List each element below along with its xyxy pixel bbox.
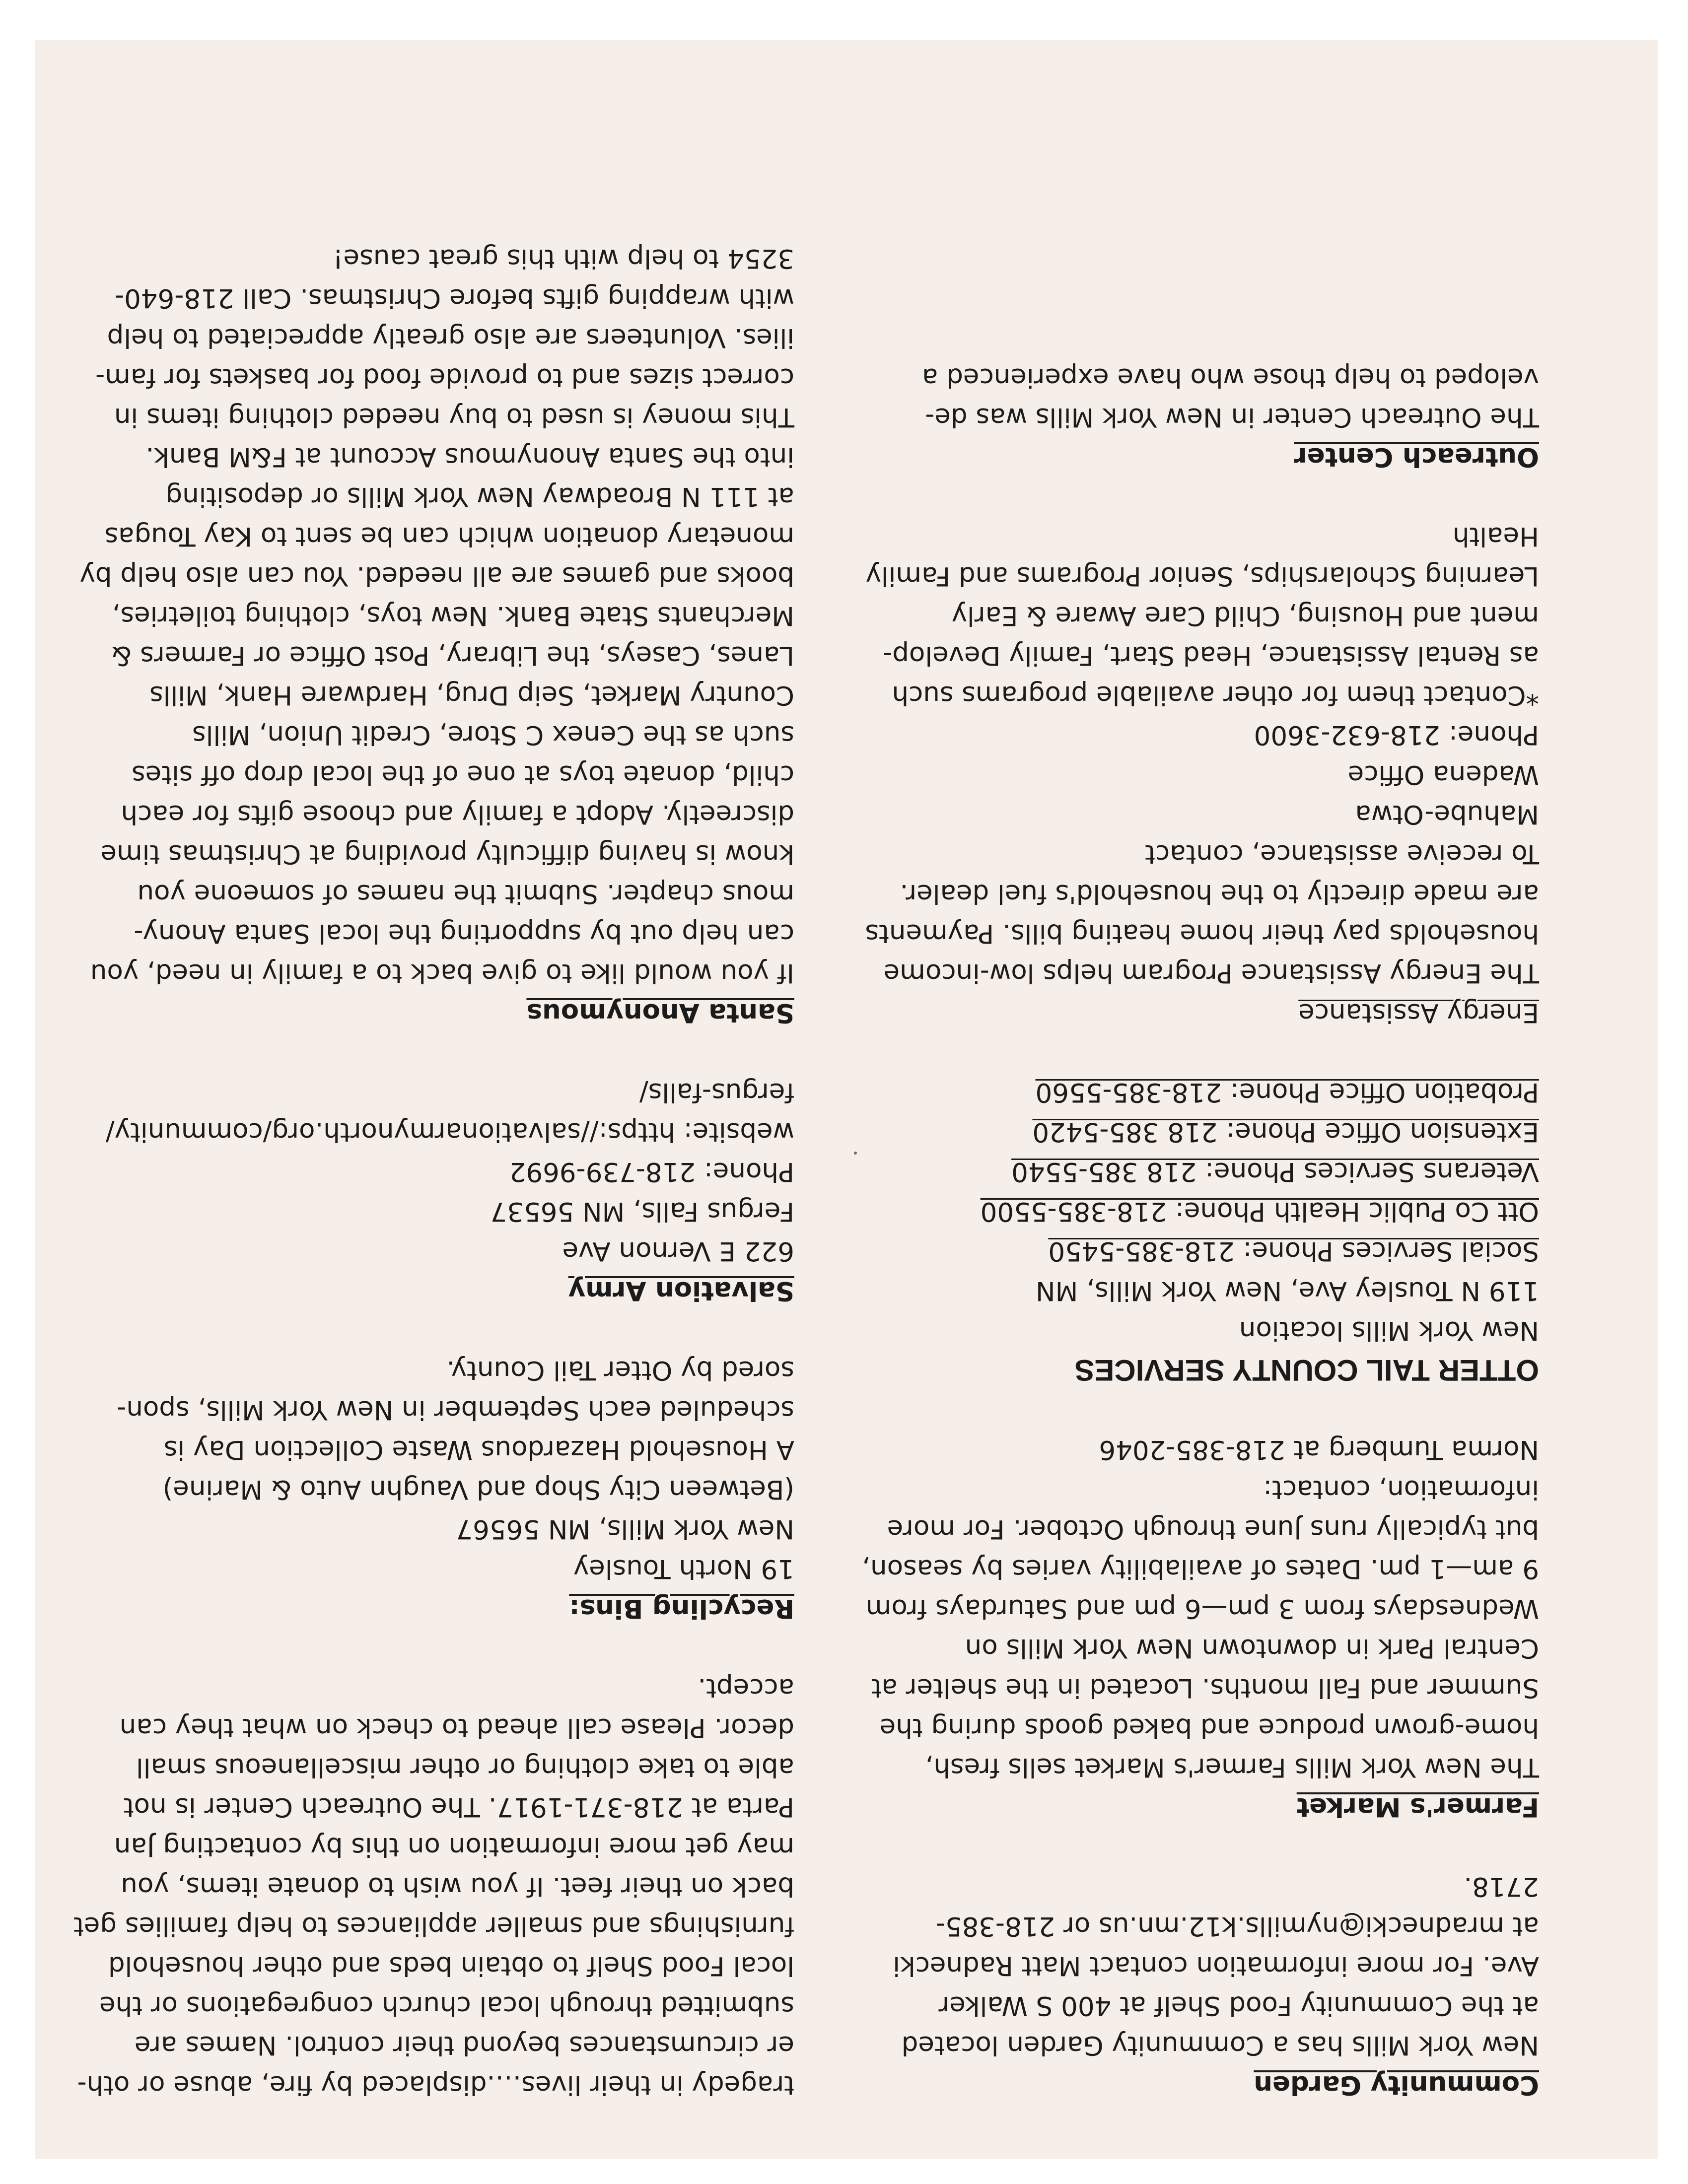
text-line: Fergus Falls, MN 56537 xyxy=(490,1196,794,1227)
otter-tail-heading: OTTER TAIL COUNTY SERVICES xyxy=(1074,1354,1539,1387)
otter-tail-section xyxy=(899,1072,1539,1390)
text-line: may get more information on this by contacting Jan xyxy=(114,1832,794,1862)
text-line: The Outreach Center in New York Mills was de- xyxy=(925,402,1539,432)
text-line: Wednesdays from 3 pm—6 pm and Saturdays from xyxy=(865,1593,1539,1624)
page-content-rotated xyxy=(35,40,1658,2159)
text-line: discreetly. Adopt a family and choose gifts for each xyxy=(121,799,794,829)
text-line: at 111 N Broadway New York Mills or depositing xyxy=(165,481,794,512)
text-line: Merchants State Bank. New toys, clothing toiletries, xyxy=(112,601,794,631)
santa-anonymous-section xyxy=(79,238,794,1032)
text-line: back on their feet. If you wish to donate items, you xyxy=(121,1871,794,1902)
text-line: The New York Mills Farmer's Market sells fresh, xyxy=(925,1752,1539,1782)
text-line: Mahube-Otwa xyxy=(1355,799,1539,829)
text-line: Ave. For more information contact Matt Radnecki xyxy=(893,1951,1539,1981)
text-line: furnishings and smaller appliances to help families get xyxy=(73,1911,794,1941)
text-line: into the Santa Anonymous Account at F&M Bank. xyxy=(145,442,794,472)
salvation-army-section xyxy=(105,1072,794,1310)
text-line: Country Market, Seip Drug, Hardware Hank, Mills xyxy=(149,680,794,710)
energy-assistance-section xyxy=(865,516,1539,1032)
left-column xyxy=(862,318,1539,2105)
text-line: decor. Please call ahead to check on what they can xyxy=(119,1712,794,1743)
text-line: fergus-falls/ xyxy=(639,1077,794,1107)
text-line: Central Park in downtown New York Mills on xyxy=(965,1633,1539,1663)
text-line: 622 E Vernon Ave xyxy=(562,1236,794,1266)
text-line: The Energy Assistance Program helps low-income xyxy=(883,958,1539,988)
text-line: as Rental Assistance, Head Start, Family Develop- xyxy=(883,640,1539,671)
phone-line: Veterans Services Phone: 218 385-5540 xyxy=(1011,1157,1539,1187)
text-line: information, contact: xyxy=(1263,1474,1539,1504)
text-line: are made directly to the household's fuel dealer. xyxy=(900,879,1539,909)
text-line: with wrapping gifts before Christmas. Call 218-640- xyxy=(114,283,794,313)
phone-line: Extension Office Phone: 218 385-5420 xyxy=(1032,1117,1539,1147)
text-line: 9 am—1 pm. Dates of availability varies by season, xyxy=(862,1554,1539,1584)
text-line: households pay their home heating bills. Payments xyxy=(865,918,1539,949)
text-line: can help out by supporting the local Santa Anony- xyxy=(134,918,794,949)
phone-line: Social Services Phone: 218-385-5450 xyxy=(1048,1236,1539,1266)
text-line: books and games are all needed. You can also help by xyxy=(79,561,794,591)
farmers-market-section xyxy=(862,1430,1539,1827)
text-line: Phone: 218-632-3600 xyxy=(1254,720,1539,750)
recycling-bins-section xyxy=(117,1350,794,1628)
text-line: 2718. xyxy=(1464,1871,1539,1902)
text-line: but typically runs June through October. For more xyxy=(887,1514,1539,1544)
text-line: veloped to help those who have experienced a xyxy=(921,362,1539,393)
text-line: 3254 to help with this great cause! xyxy=(333,243,794,273)
text-line: 19 North Tousley xyxy=(573,1554,794,1584)
text-line: Phone: 218-739-9692 xyxy=(509,1157,794,1187)
text-line: *Contact them for other available programs such xyxy=(892,680,1539,710)
text-line: at the Community Food Shelf at 400 S Walker xyxy=(938,1990,1539,2021)
text-line: New York Mills, MN 56567 xyxy=(456,1514,794,1544)
recycling-bins-heading: Recycling Bins: xyxy=(569,1593,794,1624)
text-line: New York Mills has a Community Garden located xyxy=(901,2030,1539,2060)
farmers-market-heading: Farmer's Market xyxy=(1296,1792,1539,1822)
text-line: Health xyxy=(1452,521,1539,551)
outreach-center-heading: Outreach Center xyxy=(1294,442,1539,472)
text-line: A Household Hazardous Waste Collection Day is xyxy=(163,1434,794,1465)
text-line: submitted through local church congregations or the xyxy=(99,1990,794,2021)
community-garden-heading: Community Garden xyxy=(1254,2070,1539,2100)
right-column xyxy=(73,199,794,2105)
text-line: If you would like to give back to a family in need, you xyxy=(90,958,794,988)
text-line: Learning Scholarships, Senior Programs and Family xyxy=(865,561,1539,591)
text-line: correct sizes and to provide food for baskets for fam- xyxy=(95,362,794,393)
community-garden-section xyxy=(893,1866,1539,2105)
phone-line: Probation Office Phone: 218-385-5560 xyxy=(1035,1077,1539,1107)
text-line: tragedy in their lives….displaced by fire, abuse or oth- xyxy=(77,2070,794,2100)
text-line: This money is used to buy needed clothing items in xyxy=(114,402,794,432)
text-line: sored by Otter Tail County. xyxy=(446,1355,794,1385)
text-line: Norma Tumberg at 218-385-2046 xyxy=(1099,1434,1539,1465)
text-line: website: https://salvationarmynorth.org/community/ xyxy=(105,1117,794,1147)
outreach-center-section xyxy=(899,357,1539,477)
text-line: at mradnecki@nymills.k12.mn.us or 218-385- xyxy=(935,1911,1539,1941)
text-line: mous chapter. Submit the names of someone you xyxy=(137,879,794,909)
text-line: ilies. Volunteers are also greatly appreciated to help xyxy=(107,323,794,353)
text-line: ment and Housing, Child Care Aware & Early xyxy=(951,601,1539,631)
text-line: New York Mills location xyxy=(1239,1315,1539,1346)
text-line: To receive assistance, contact xyxy=(1145,839,1539,869)
text-line: able to take clothing or other miscellaneous small xyxy=(136,1752,794,1782)
text-line: home-grown produce and baked goods during the xyxy=(879,1712,1539,1743)
text-line: child, donate toys at one of the local drop off sites xyxy=(132,759,794,790)
text-line: 119 N Tousley Ave, New York Mills, MN xyxy=(1036,1276,1539,1306)
text-line: (Between City Shop and Vaughn Auto & Marine) xyxy=(162,1474,794,1504)
text-line: Wadena Office xyxy=(1347,759,1539,790)
text-line: local Food Shelf to obtain beds and other household xyxy=(108,1951,794,1981)
text-line: er circumstances beyond their control. Names are xyxy=(134,2030,794,2060)
text-line: scheduled each September in New York Mills, spon- xyxy=(117,1395,794,1425)
text-line: Parta at 218-371-1917. The Outreach Center is not xyxy=(123,1792,794,1822)
santa-anonymous-heading: Santa Anonymous xyxy=(526,998,794,1028)
salvation-army-heading: Salvation Army xyxy=(568,1276,794,1306)
text-line: accept. xyxy=(698,1673,794,1703)
phone-line: Ott Co Public Health Phone: 218-385-5500 xyxy=(980,1196,1539,1227)
text-line: such as the Cenex C Store, Credit Union, Mills xyxy=(192,720,794,750)
text-line: Summer and Fall months. Located in the shelter at xyxy=(871,1673,1539,1703)
scanned-page xyxy=(35,40,1658,2159)
text-line: know is having difficulty providing at Christmas time xyxy=(100,839,794,869)
text-line: Lanes, Caseys, the Library, Post Office or Farmers & xyxy=(111,640,794,671)
energy-assistance-heading: Energy Assistance xyxy=(1298,998,1539,1028)
outreach-continued-section xyxy=(73,1668,794,2105)
text-line: monetary donation which can be sent to Kay Tougas xyxy=(104,521,794,551)
